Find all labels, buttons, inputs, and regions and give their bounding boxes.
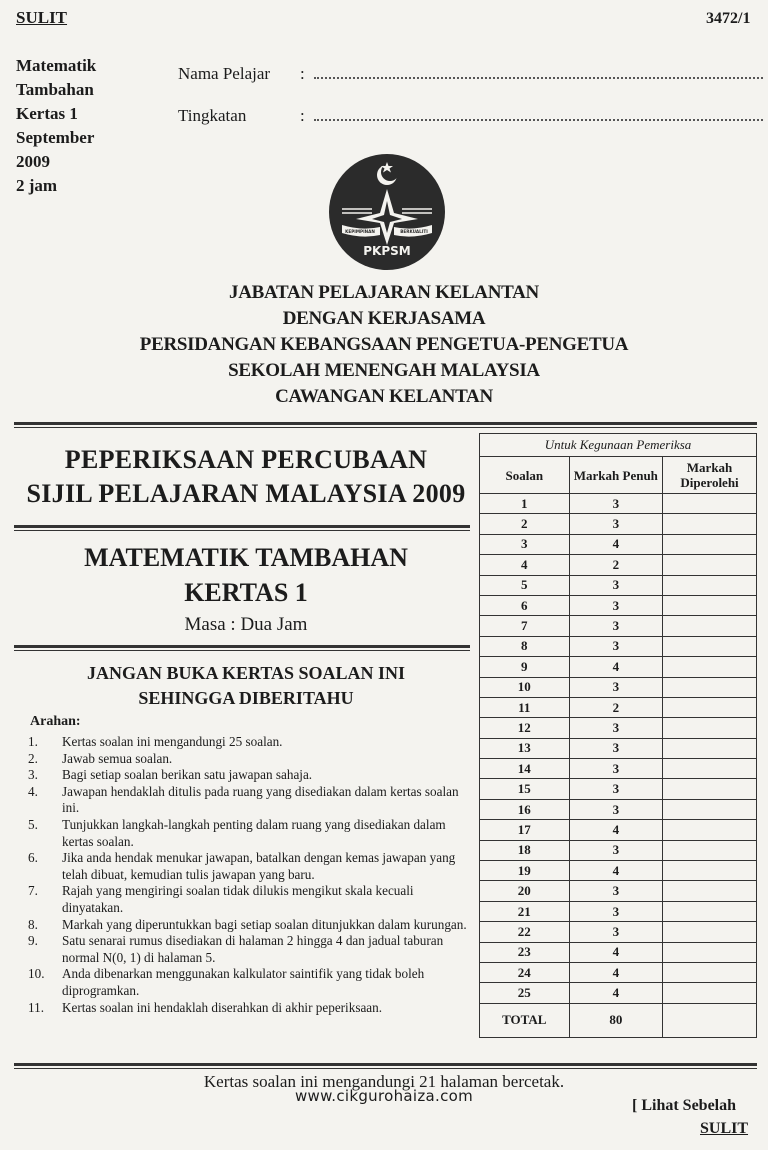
table-row	[480, 901, 757, 921]
question-number: 5	[480, 575, 570, 595]
warning-line1: JANGAN BUKA KERTAS SOALAN INI	[86, 663, 406, 683]
table-row	[480, 657, 757, 677]
full-marks: 3	[569, 514, 663, 534]
org-line: JABATAN PELAJARAN KELANTAN	[229, 282, 539, 303]
subject-title: MATEMATIK TAMBAHAN	[84, 543, 408, 572]
full-marks: 3	[569, 595, 663, 615]
instruction-item	[28, 734, 473, 751]
divider	[14, 525, 470, 528]
question-number: 20	[480, 881, 570, 901]
table-row	[480, 983, 757, 1003]
question-number: 11	[480, 697, 570, 717]
full-marks: 3	[569, 779, 663, 799]
full-marks: 4	[569, 657, 663, 677]
full-marks: 3	[569, 636, 663, 656]
table-row	[480, 718, 757, 738]
nama-pelajar-line[interactable]	[314, 65, 763, 79]
obtained-marks-cell[interactable]	[663, 595, 757, 615]
obtained-marks-cell[interactable]	[663, 555, 757, 575]
instruction-text: Anda dibenarkan menggunakan kalkulator saintifik yang tidak boleh diprogramkan.	[62, 966, 425, 998]
question-number: 12	[480, 718, 570, 738]
divider	[14, 422, 757, 425]
instruction-item	[28, 767, 473, 784]
exam-title-line1: PEPERIKSAAN PERCUBAAN	[64, 445, 428, 474]
exam-duration: Masa : Dua Jam	[184, 614, 308, 635]
question-number: 15	[480, 779, 570, 799]
table-row	[480, 799, 757, 819]
obtained-marks-cell[interactable]	[663, 962, 757, 982]
table-row	[480, 922, 757, 942]
tingkatan-field[interactable]	[178, 106, 763, 126]
instruction-item	[28, 917, 473, 934]
colon: :	[300, 64, 305, 83]
obtained-marks-cell[interactable]	[663, 575, 757, 595]
instruction-text: Markah yang diperuntukkan bagi setiap soalan ditunjukkan dalam kurungan.	[62, 916, 467, 932]
logo-banner-left: KEPIMPINAN	[345, 229, 375, 234]
divider	[14, 645, 470, 648]
instruction-text: Rajah yang mengiringi soalan tidak dilukis mengikut skala kecuali dinyatakan.	[62, 883, 414, 915]
table-row	[480, 514, 757, 534]
instruction-number: 11.	[28, 999, 44, 1015]
total-value: 80	[569, 1003, 663, 1037]
full-marks: 3	[569, 881, 663, 901]
obtained-marks-cell[interactable]	[663, 983, 757, 1003]
org-line: PERSIDANGAN KEBANGSAAN PENGETUA-PENGETUA	[139, 334, 629, 355]
full-marks: 4	[569, 534, 663, 554]
full-marks: 3	[569, 840, 663, 860]
obtained-marks-cell[interactable]	[663, 779, 757, 799]
table-row	[480, 534, 757, 554]
meta-line: 2 jam	[16, 176, 58, 195]
question-number: 24	[480, 962, 570, 982]
logo-caption: PKPSM	[363, 244, 411, 258]
total-obtained-cell[interactable]	[663, 1003, 757, 1037]
table-row	[480, 636, 757, 656]
full-marks: 3	[569, 494, 663, 514]
total-label: TOTAL	[480, 1003, 570, 1037]
instruction-item	[28, 883, 473, 916]
marks-table-body	[480, 494, 757, 1004]
question-number: 18	[480, 840, 570, 860]
table-row	[480, 738, 757, 758]
full-marks: 4	[569, 962, 663, 982]
instruction-number: 1.	[28, 734, 38, 749]
question-number: 22	[480, 922, 570, 942]
instruction-item	[28, 966, 473, 999]
obtained-marks-cell[interactable]	[663, 799, 757, 819]
org-line: CAWANGAN KELANTAN	[275, 386, 493, 407]
instruction-number: 9.	[28, 933, 38, 949]
full-marks: 4	[569, 942, 663, 962]
meta-line: September	[16, 128, 95, 147]
full-marks: 3	[569, 718, 663, 738]
sulit-label-bottom: SULIT	[700, 1120, 749, 1137]
instruction-number: 6.	[28, 850, 38, 866]
instruction-item	[28, 751, 473, 768]
org-line: SEKOLAH MENENGAH MALAYSIA	[228, 360, 540, 381]
sulit-label-top: SULIT	[16, 8, 68, 27]
table-row	[480, 697, 757, 717]
obtained-marks-cell[interactable]	[663, 840, 757, 860]
instruction-text: Satu senarai rumus disediakan di halaman 2 hingga 4 dan jadual taburan normal N(0, 1) di halaman 5.	[62, 933, 444, 965]
obtained-marks-cell[interactable]	[663, 942, 757, 962]
instruction-text: Jika anda hendak menukar jawapan, batalkan dengan kemas jawapan yang telah dibuat, kemudian tulis jawapan yang baru.	[62, 850, 456, 882]
nama-pelajar-label: Nama Pelajar	[178, 64, 271, 83]
divider	[14, 530, 470, 531]
instruction-number: 10.	[28, 966, 45, 982]
question-number: 25	[480, 983, 570, 1003]
obtained-marks-cell[interactable]	[663, 718, 757, 738]
meta-line: Tambahan	[16, 80, 94, 99]
question-number: 3	[480, 534, 570, 554]
obtained-marks-cell[interactable]	[663, 514, 757, 534]
instruction-number: 2.	[28, 750, 38, 766]
colon: :	[300, 106, 305, 125]
question-number: 1	[480, 494, 570, 514]
instruction-item	[28, 1000, 473, 1017]
question-number: 4	[480, 555, 570, 575]
org-line: DENGAN KERJASAMA	[282, 308, 486, 329]
obtained-marks-cell[interactable]	[663, 697, 757, 717]
table-row	[480, 820, 757, 840]
question-number: 13	[480, 738, 570, 758]
paper-title: KERTAS 1	[184, 578, 308, 607]
table-row	[480, 861, 757, 881]
pkpsm-logo-icon	[328, 153, 446, 271]
instruction-text: Tunjukkan langkah-langkah penting dalam ruang yang disediakan dalam kertas soalan.	[62, 816, 446, 849]
obtained-marks-cell[interactable]	[663, 922, 757, 942]
marks-table	[479, 433, 757, 1038]
question-number: 14	[480, 759, 570, 779]
question-number: 6	[480, 595, 570, 615]
turn-over-note: [ Lihat Sebelah	[632, 1097, 737, 1114]
tingkatan-line[interactable]	[314, 107, 763, 121]
col-markah-penuh-header: Markah Penuh	[569, 457, 663, 494]
table-row	[480, 759, 757, 779]
nama-pelajar-field[interactable]	[178, 64, 763, 84]
table-row	[480, 881, 757, 901]
col-markah-diperolehi-header: Markah Diperolehi	[663, 457, 757, 494]
obtained-marks-cell[interactable]	[663, 616, 757, 636]
instruction-text: Kertas soalan ini hendaklah diserahkan di akhir peperiksaan.	[62, 999, 383, 1015]
instruction-item	[28, 817, 473, 850]
obtained-marks-cell[interactable]	[663, 820, 757, 840]
obtained-marks-cell[interactable]	[663, 881, 757, 901]
obtained-marks-cell[interactable]	[663, 534, 757, 554]
question-number: 23	[480, 942, 570, 962]
question-number: 17	[480, 820, 570, 840]
obtained-marks-cell[interactable]	[663, 861, 757, 881]
table-caption: Untuk Kegunaan Pemeriksa	[480, 434, 757, 457]
instruction-item	[28, 850, 473, 883]
full-marks: 4	[569, 861, 663, 881]
full-marks: 3	[569, 901, 663, 921]
obtained-marks-cell[interactable]	[663, 738, 757, 758]
page-count-note: Kertas soalan ini mengandungi 21 halaman bercetak.	[203, 1072, 565, 1091]
full-marks: 4	[569, 820, 663, 840]
table-row	[480, 779, 757, 799]
table-row	[480, 555, 757, 575]
instruction-text: Jawab semua soalan.	[62, 750, 173, 766]
instruction-text: Jawapan hendaklah ditulis pada ruang yang disediakan dalam kertas soalan ini.	[62, 783, 459, 816]
divider	[14, 1063, 757, 1066]
question-number: 7	[480, 616, 570, 636]
warning-line2: SEHINGGA DIBERITAHU	[138, 688, 354, 708]
divider	[14, 1068, 757, 1069]
full-marks: 3	[569, 799, 663, 819]
question-number: 21	[480, 901, 570, 921]
table-row	[480, 595, 757, 615]
table-row	[480, 677, 757, 697]
instruction-item	[28, 784, 473, 817]
full-marks: 2	[569, 697, 663, 717]
paper-code: 3472/1	[706, 10, 751, 27]
question-number: 8	[480, 636, 570, 656]
full-marks: 3	[569, 759, 663, 779]
source-url: www.cikgurohaiza.com	[294, 1087, 474, 1105]
question-number: 10	[480, 677, 570, 697]
divider	[14, 650, 470, 651]
full-marks: 3	[569, 677, 663, 697]
instruction-number: 8.	[28, 916, 38, 932]
question-number: 16	[480, 799, 570, 819]
obtained-marks-cell[interactable]	[663, 657, 757, 677]
table-row	[480, 962, 757, 982]
instructions-list	[28, 734, 473, 1016]
instructions-heading: Arahan:	[30, 714, 81, 729]
divider	[14, 427, 757, 428]
full-marks: 3	[569, 616, 663, 636]
full-marks: 3	[569, 922, 663, 942]
full-marks: 2	[569, 555, 663, 575]
tingkatan-label: Tingkatan	[178, 106, 247, 125]
instruction-number: 5.	[28, 816, 38, 832]
full-marks: 3	[569, 575, 663, 595]
obtained-marks-cell[interactable]	[663, 759, 757, 779]
obtained-marks-cell[interactable]	[663, 677, 757, 697]
instruction-text: Kertas soalan ini mengandungi 25 soalan.	[62, 734, 283, 749]
exam-title-line2: SIJIL PELAJARAN MALAYSIA 2009	[26, 479, 466, 508]
table-row	[480, 942, 757, 962]
meta-line: Kertas 1	[16, 104, 78, 123]
meta-line: 2009	[16, 152, 50, 171]
full-marks: 3	[569, 738, 663, 758]
question-number: 9	[480, 657, 570, 677]
instruction-number: 7.	[28, 883, 38, 899]
meta-line: Matematik	[16, 56, 97, 75]
obtained-marks-cell[interactable]	[663, 636, 757, 656]
col-soalan-header: Soalan	[480, 457, 570, 494]
table-row	[480, 494, 757, 514]
table-row	[480, 575, 757, 595]
question-number: 2	[480, 514, 570, 534]
instruction-number: 3.	[28, 767, 38, 783]
instruction-number: 4.	[28, 783, 38, 799]
full-marks: 4	[569, 983, 663, 1003]
instruction-item	[28, 933, 473, 966]
table-row	[480, 616, 757, 636]
paper-meta	[16, 54, 96, 198]
question-number: 19	[480, 861, 570, 881]
instruction-text: Bagi setiap soalan berikan satu jawapan sahaja.	[62, 767, 313, 783]
table-row	[480, 840, 757, 860]
logo-banner-right: BERKUALITI	[400, 229, 428, 234]
obtained-marks-cell[interactable]	[663, 901, 757, 921]
obtained-marks-cell[interactable]	[663, 494, 757, 514]
